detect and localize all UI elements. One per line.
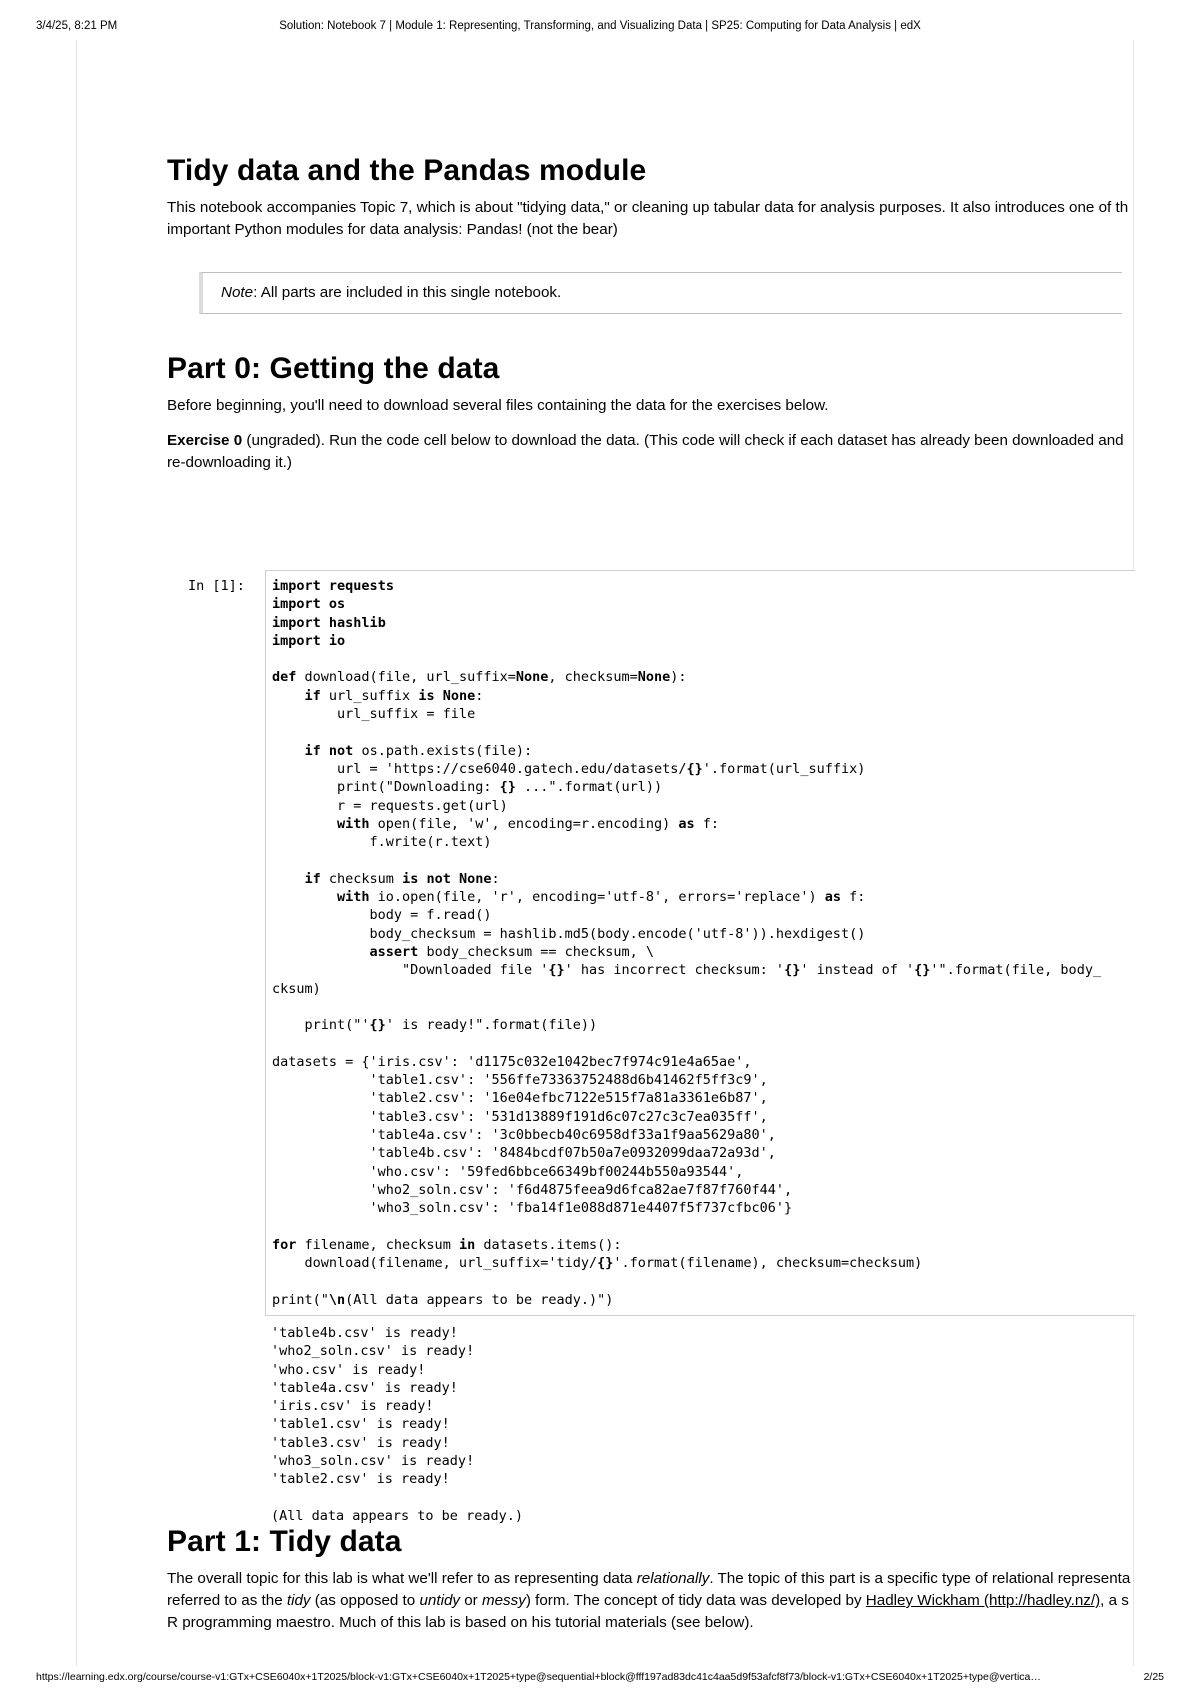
code-cell[interactable] (265, 570, 1135, 1316)
notebook-title: Tidy data and the Pandas module (167, 154, 647, 187)
part1-text: or (459, 1592, 482, 1609)
exercise0-paragraph (167, 430, 1122, 474)
notebook-frame (76, 40, 1134, 1666)
part1-emphasis: messy (481, 1592, 526, 1609)
hadley-wickham-link[interactable]: Hadley Wickham (http://hadley.nz/) (865, 1592, 1101, 1609)
part1-text: . The topic of this part is a specific type of relational representa (709, 1570, 1131, 1587)
intro-line: This notebook accompanies Topic 7, which is about "tidying data," or cleaning up tabular data for analysis purposes. It also introduces one of th (167, 199, 1129, 216)
print-header (0, 20, 1200, 36)
print-footer (0, 1671, 1200, 1687)
print-url: https://learning.edx.org/course/course-v1:GTx+CSE6040x+1T2025/block-v1:GTx+CSE6040x+1T2025+type@sequential+block@fff197ad83dc41c4aa5d9f53afcf8f73/block-v1:GTx+CSE6040x+1T2025+type@vertica… (36, 1671, 1041, 1683)
exercise0-text-continued: re-downloading it.) (167, 454, 292, 471)
exercise0-label: Exercise 0 (167, 432, 243, 449)
note-callout (199, 272, 1122, 314)
note-label: Note (221, 284, 254, 301)
cell-output-text: 'table4b.csv' is ready! 'who2_soln.csv' is ready! 'who.csv' is ready! 'table4a.csv' is ready! 'iris.csv' is ready! 'table1.csv' is ready! 'table3.csv' is ready! 'who3_soln.csv' is ready! 'table2.csv' is ready! (All data appears to be ready.) (271, 1325, 523, 1524)
part1-emphasis: untidy (419, 1592, 460, 1609)
part0-heading: Part 0: Getting the data (167, 352, 500, 385)
part1-emphasis: relationally (636, 1570, 710, 1587)
part1-text: The overall topic for this lab is what we'll refer to as representing data (167, 1570, 637, 1587)
cell-prompt: In [1]: (188, 578, 245, 594)
print-page-number: 2/25 (1143, 1671, 1164, 1683)
part1-text: referred to as the (167, 1592, 287, 1609)
intro-paragraph (167, 197, 1129, 241)
part0-intro-text: Before beginning, you'll need to download several files containing the data for the exercises below. (167, 397, 829, 414)
notebook-content (167, 40, 1131, 1666)
note-text: : All parts are included in this single notebook. (253, 284, 562, 301)
print-date: 3/4/25, 8:21 PM (36, 20, 118, 32)
part0-paragraph (167, 395, 1122, 417)
part1-text: R programming maestro. Much of this lab is based on his tutorial materials (see below). (167, 1614, 754, 1631)
code-source[interactable]: import requests import os import hashlib import io def download(file, url_suffix=None, checksum=None): if url_suffix is None: url_suffix = file if not os.path.exists(file): url = 'https://cse6040.gatech.edu/datasets/{}'.format(url_suffix) print("Downloading: {} ...".format(url)) r = requests.get(url) with open(file, 'w', encoding=r.encoding) as f: f.write(r.text) if checksum is not None: with io.open(file, 'r', encoding='utf-8', errors='replace') as f: body = f.read() body_checksum = hashlib.md5(body.encode('utf-8')).hexdigest() assert body_checksum == checksum, \ "Downloaded file '{}' has incorrect checksum: '{}' instead of '{}'".format(file, body_ cksum) print("'{}' is ready!".format(file)) datasets = {'iris.csv': 'd1175c032e1042bec7f974c91e4a65ae', 'table1.csv': '556ffe73363752488d6b41462f5ff3c9', 'table2.csv': '16e04efbc7122e515f7a81a3361e6b87', 'table3.csv': '531d13889f191d6c07c27c3c7ea035ff', 'table4a.csv': '3c0bbecb40c6958df33a1f9aa5629a80', 'table4b.csv': '8484bcdf07b50a7e0932099daa72a93d', 'who.csv': '59fed6bbce66349bf00244b550a93544', 'who2_soln.csv': 'f6d4875feea9d6fca82ae7f87f760f44', 'who3_soln.csv': 'fba14f1e088d871e4407f5f737cfbc06'} for filename, checksum in datasets.items(): download(filename, url_suffix='tidy/{}'.format(filename), checksum=checksum) print("\n(All data appears to be ready.)") (272, 578, 1102, 1308)
part1-heading: Part 1: Tidy data (167, 1525, 402, 1558)
print-page-title: Solution: Notebook 7 | Module 1: Representing, Transforming, and Visualizing Data | SP25: Computing for Data Analysis | edX (279, 20, 921, 32)
part1-paragraph (167, 1568, 1131, 1634)
part1-text: , a s (1100, 1592, 1129, 1609)
part1-text: ) form. The concept of tidy data was developed by (525, 1592, 866, 1609)
cell-output (271, 1324, 523, 1525)
part1-emphasis: tidy (286, 1592, 311, 1609)
intro-line: important Python modules for data analysis: Pandas! (not the bear) (167, 221, 618, 238)
exercise0-text: (ungraded). Run the code cell below to download the data. (This code will check if each dataset has already been downloaded and (242, 432, 1124, 449)
part1-text: (as opposed to (310, 1592, 420, 1609)
